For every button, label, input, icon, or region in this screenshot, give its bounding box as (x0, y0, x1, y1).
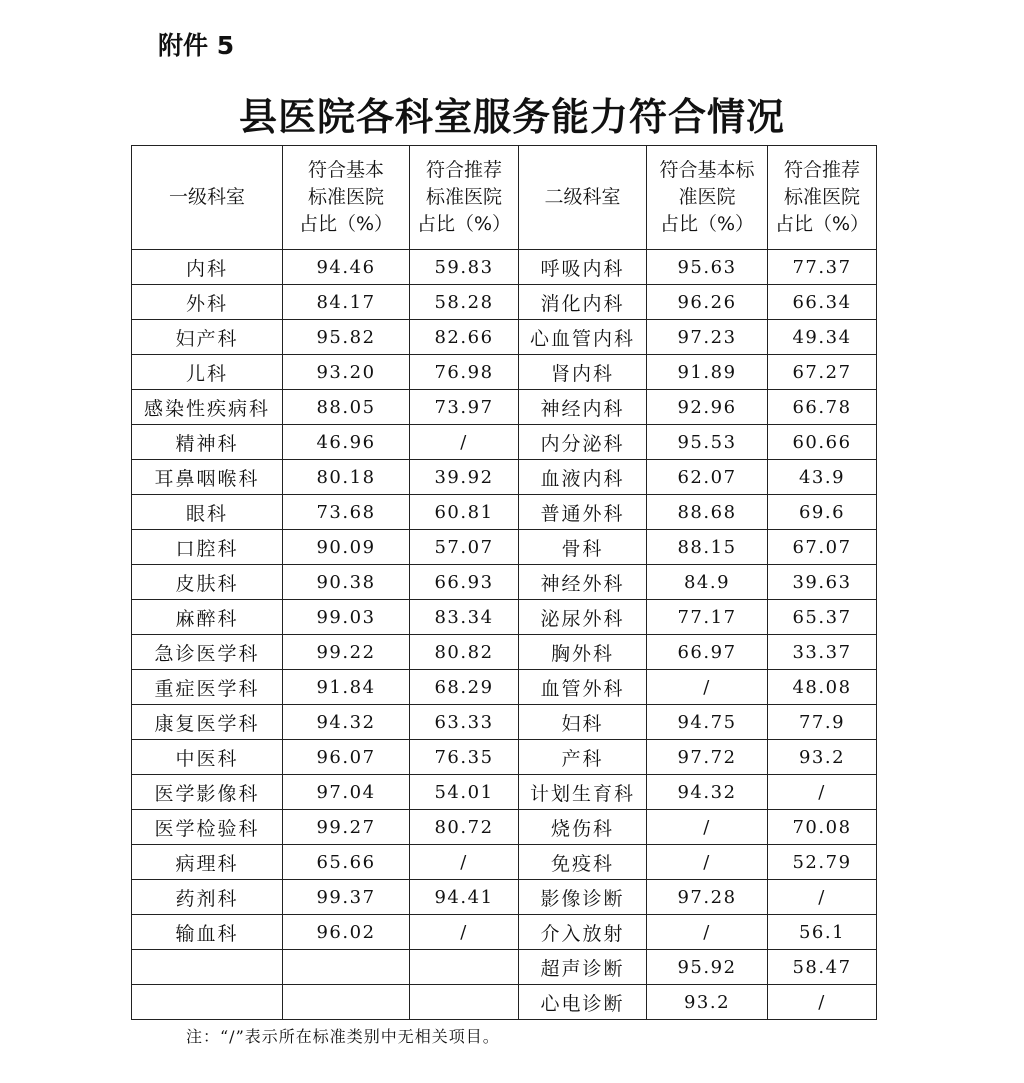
level2-department: 影像诊断 (519, 880, 647, 915)
level2-recommend-value: / (768, 985, 877, 1020)
table-row (132, 740, 877, 775)
table-row (132, 845, 877, 880)
table-row (132, 565, 877, 600)
level1-department: 儿科 (132, 355, 283, 390)
level1-recommend-value (410, 985, 519, 1020)
level1-department: 药剂科 (132, 880, 283, 915)
table-row (132, 705, 877, 740)
level2-basic-value: / (647, 845, 768, 880)
level2-department: 烧伤科 (519, 810, 647, 845)
level2-basic-value: 95.63 (647, 250, 768, 285)
level1-recommend-value: / (410, 425, 519, 460)
level1-recommend-value: 80.72 (410, 810, 519, 845)
level1-recommend-value: 66.93 (410, 565, 519, 600)
level1-basic-value: 99.37 (283, 880, 410, 915)
header-level2: 二级科室 (519, 146, 647, 250)
level1-department: 口腔科 (132, 530, 283, 565)
table-row (132, 635, 877, 670)
level1-department (132, 950, 283, 985)
level2-basic-value: 94.75 (647, 705, 768, 740)
header-level1: 一级科室 (132, 146, 283, 250)
level1-department: 医学影像科 (132, 775, 283, 810)
level1-basic-value: 96.07 (283, 740, 410, 775)
level1-department: 耳鼻咽喉科 (132, 460, 283, 495)
level2-department: 泌尿外科 (519, 600, 647, 635)
level1-department: 皮肤科 (132, 565, 283, 600)
table-row (132, 460, 877, 495)
level2-department: 心电诊断 (519, 985, 647, 1020)
level2-recommend-value: 60.66 (768, 425, 877, 460)
level1-recommend-value (410, 950, 519, 985)
level2-recommend-value: 39.63 (768, 565, 877, 600)
level2-department: 心血管内科 (519, 320, 647, 355)
level2-recommend-value: / (768, 880, 877, 915)
level1-recommend-value: 76.35 (410, 740, 519, 775)
level2-department: 超声诊断 (519, 950, 647, 985)
level1-basic-value (283, 950, 410, 985)
footnote: 注：“/”表示所在标准类别中无相关项目。 (186, 1027, 500, 1046)
level2-department: 肾内科 (519, 355, 647, 390)
level2-basic-value: 92.96 (647, 390, 768, 425)
level2-department: 产科 (519, 740, 647, 775)
level1-basic-value: 46.96 (283, 425, 410, 460)
level1-basic-value: 90.38 (283, 565, 410, 600)
level1-recommend-value: 94.41 (410, 880, 519, 915)
table-row (132, 670, 877, 705)
level2-basic-value: 77.17 (647, 600, 768, 635)
level1-department: 中医科 (132, 740, 283, 775)
level1-recommend-value: 76.98 (410, 355, 519, 390)
level2-recommend-value: 48.08 (768, 670, 877, 705)
level2-department: 神经外科 (519, 565, 647, 600)
table-row (132, 530, 877, 565)
level2-basic-value: / (647, 915, 768, 950)
department-compliance-table (131, 145, 877, 1020)
level2-recommend-value: 52.79 (768, 845, 877, 880)
header-row (132, 146, 877, 250)
level1-basic-value: 95.82 (283, 320, 410, 355)
header-basic2: 符合基本标 准医院 占比（%） (647, 146, 768, 250)
level1-recommend-value: 58.28 (410, 285, 519, 320)
level2-basic-value: 97.72 (647, 740, 768, 775)
level1-department: 急诊医学科 (132, 635, 283, 670)
level1-department (132, 985, 283, 1020)
level2-basic-value: 88.15 (647, 530, 768, 565)
level1-department: 内科 (132, 250, 283, 285)
level1-basic-value: 94.46 (283, 250, 410, 285)
table-row (132, 880, 877, 915)
level2-basic-value: 66.97 (647, 635, 768, 670)
level2-department: 血液内科 (519, 460, 647, 495)
level2-recommend-value: 43.9 (768, 460, 877, 495)
level1-basic-value: 90.09 (283, 530, 410, 565)
level2-recommend-value: 65.37 (768, 600, 877, 635)
level1-department: 输血科 (132, 915, 283, 950)
level2-recommend-value: 56.1 (768, 915, 877, 950)
level2-basic-value: 95.92 (647, 950, 768, 985)
level2-department: 普通外科 (519, 495, 647, 530)
level1-basic-value: 99.03 (283, 600, 410, 635)
document-title: 县医院各科室服务能力符合情况 (238, 95, 785, 139)
level1-basic-value: 80.18 (283, 460, 410, 495)
header-basic1: 符合基本 标准医院 占比（%） (283, 146, 410, 250)
level1-basic-value: 97.04 (283, 775, 410, 810)
level2-department: 妇科 (519, 705, 647, 740)
level1-recommend-value: 54.01 (410, 775, 519, 810)
level2-recommend-value: 49.34 (768, 320, 877, 355)
level1-recommend-value: / (410, 915, 519, 950)
level2-recommend-value: 33.37 (768, 635, 877, 670)
level1-recommend-value: 82.66 (410, 320, 519, 355)
level1-department: 重症医学科 (132, 670, 283, 705)
level1-department: 外科 (132, 285, 283, 320)
table-body (132, 250, 877, 1020)
level2-recommend-value: 67.27 (768, 355, 877, 390)
level2-basic-value: 95.53 (647, 425, 768, 460)
level2-recommend-value: 77.37 (768, 250, 877, 285)
level1-basic-value: 93.20 (283, 355, 410, 390)
attachment-label: 附件 5 (158, 31, 235, 60)
level2-basic-value: 93.2 (647, 985, 768, 1020)
level1-department: 妇产科 (132, 320, 283, 355)
level2-department: 胸外科 (519, 635, 647, 670)
level1-recommend-value: 80.82 (410, 635, 519, 670)
level1-recommend-value: 39.92 (410, 460, 519, 495)
table-row (132, 285, 877, 320)
table-row (132, 495, 877, 530)
table-row (132, 985, 877, 1020)
level2-department: 介入放射 (519, 915, 647, 950)
level1-recommend-value: 68.29 (410, 670, 519, 705)
level2-department: 内分泌科 (519, 425, 647, 460)
level2-recommend-value: 69.6 (768, 495, 877, 530)
level1-basic-value: 94.32 (283, 705, 410, 740)
level2-basic-value: / (647, 810, 768, 845)
level2-department: 计划生育科 (519, 775, 647, 810)
level2-recommend-value: / (768, 775, 877, 810)
level1-basic-value (283, 985, 410, 1020)
level2-recommend-value: 67.07 (768, 530, 877, 565)
table-row (132, 390, 877, 425)
table-row (132, 425, 877, 460)
level1-basic-value: 65.66 (283, 845, 410, 880)
level1-department: 感染性疾病科 (132, 390, 283, 425)
level2-department: 神经内科 (519, 390, 647, 425)
level2-recommend-value: 58.47 (768, 950, 877, 985)
level2-recommend-value: 93.2 (768, 740, 877, 775)
level2-department: 骨科 (519, 530, 647, 565)
level1-department: 病理科 (132, 845, 283, 880)
level2-basic-value: 91.89 (647, 355, 768, 390)
level1-basic-value: 88.05 (283, 390, 410, 425)
table-row (132, 775, 877, 810)
level1-recommend-value: 63.33 (410, 705, 519, 740)
level2-basic-value: 97.23 (647, 320, 768, 355)
level1-basic-value: 73.68 (283, 495, 410, 530)
level2-recommend-value: 77.9 (768, 705, 877, 740)
level1-basic-value: 84.17 (283, 285, 410, 320)
level2-basic-value: 94.32 (647, 775, 768, 810)
table-row (132, 320, 877, 355)
level2-basic-value: 96.26 (647, 285, 768, 320)
level2-recommend-value: 66.34 (768, 285, 877, 320)
level1-basic-value: 99.27 (283, 810, 410, 845)
level1-basic-value: 91.84 (283, 670, 410, 705)
level1-department: 精神科 (132, 425, 283, 460)
level2-basic-value: 84.9 (647, 565, 768, 600)
table-row (132, 915, 877, 950)
table-row (132, 810, 877, 845)
level2-basic-value: 97.28 (647, 880, 768, 915)
level1-recommend-value: 73.97 (410, 390, 519, 425)
table-row (132, 600, 877, 635)
level2-department: 消化内科 (519, 285, 647, 320)
level2-basic-value: 88.68 (647, 495, 768, 530)
level1-recommend-value: 57.07 (410, 530, 519, 565)
table-row (132, 355, 877, 390)
level2-basic-value: 62.07 (647, 460, 768, 495)
level1-department: 眼科 (132, 495, 283, 530)
level1-basic-value: 96.02 (283, 915, 410, 950)
level1-department: 医学检验科 (132, 810, 283, 845)
level1-department: 康复医学科 (132, 705, 283, 740)
level1-basic-value: 99.22 (283, 635, 410, 670)
level1-recommend-value: 59.83 (410, 250, 519, 285)
level1-recommend-value: 83.34 (410, 600, 519, 635)
level2-department: 免疫科 (519, 845, 647, 880)
header-recommend2: 符合推荐 标准医院 占比（%） (768, 146, 877, 250)
level1-department: 麻醉科 (132, 600, 283, 635)
table-row (132, 950, 877, 985)
level2-department: 血管外科 (519, 670, 647, 705)
level1-recommend-value: 60.81 (410, 495, 519, 530)
level2-basic-value: / (647, 670, 768, 705)
level2-recommend-value: 66.78 (768, 390, 877, 425)
table-row (132, 250, 877, 285)
level2-recommend-value: 70.08 (768, 810, 877, 845)
level2-department: 呼吸内科 (519, 250, 647, 285)
level1-recommend-value: / (410, 845, 519, 880)
header-recommend1: 符合推荐 标准医院 占比（%） (410, 146, 519, 250)
